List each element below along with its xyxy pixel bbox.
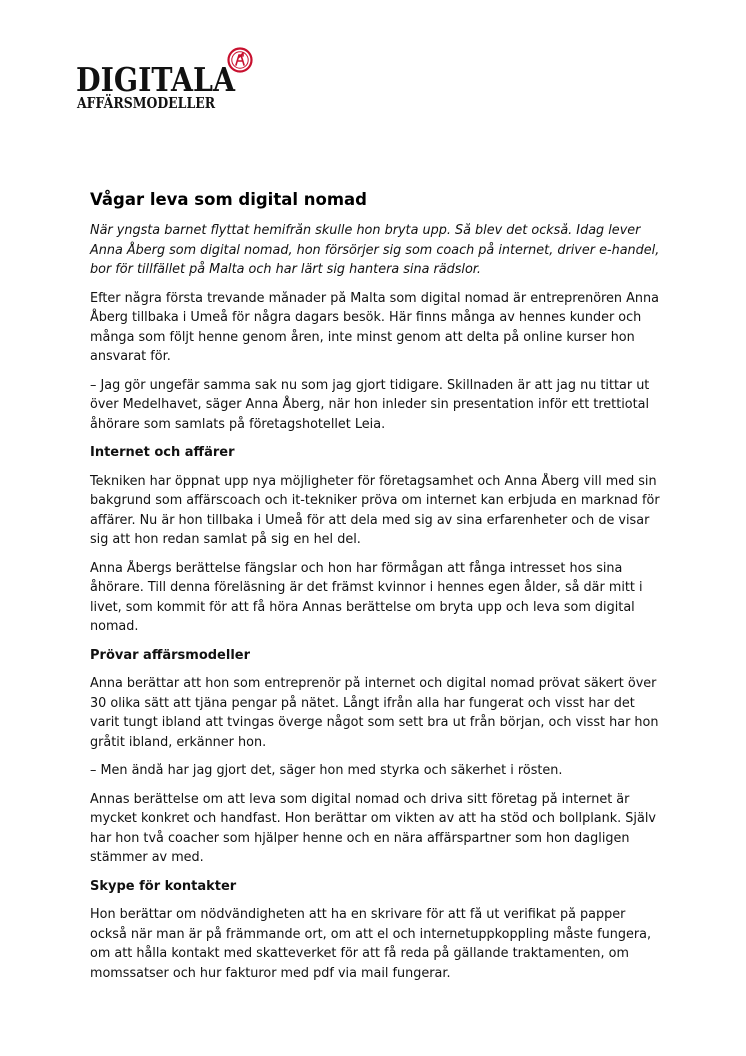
article-paragraph: Hon berättar om nödvändigheten att ha en skrivare för att få ut verifikat på papper också när man är på främmande ort, om att el och internetuppkoppling måste fungera, om att hålla kontakt med skatteverket för att få reda på gällande traktamenten, om momssatser och hur fakturor med pdf via mail fungerar. <box>90 907 652 981</box>
article <box>90 188 670 992</box>
article-paragraph: Tekniken har öppnat upp nya möjligheter för företagsamhet och Anna Åberg vill med sin bakgrund som affärscoach och it-tekniker pröva om internet kan erbjuda en marknad för affärer. Nu är hon tillbaka i Umeå för att dela med sig av sina erfarenheter och de visar sig att hon redan samlat på sig en hel del. <box>90 473 660 547</box>
article-paragraph: Anna berättar att hon som entreprenör på internet och digital nomad prövat säkert över 30 olika sätt att tjäna pengar på nätet. Långt ifrån alla har fungerat och visst har det varit tungt ibland att tvingas överge något som sett bra ut från början, och visst har hon gråtit ibland, erkänner hon. <box>90 676 659 750</box>
article-paragraph: Efter några första trevande månader på Malta som digital nomad är entreprenören Anna Åberg tillbaka i Umeå för några dagars besök. Här finns många av hennes kunder och många som följt henne genom åren, inte minst genom att delta på online kurser hon ansvarat för. <box>90 290 659 364</box>
brand-logo <box>76 46 266 118</box>
article-paragraph: – Men ändå har jag gjort det, säger hon med styrka och säkerhet i rösten. <box>90 763 563 778</box>
section-heading-internet-och-affarer: Internet och affärer <box>90 445 235 460</box>
article-headline: Vågar leva som digital nomad <box>90 190 367 209</box>
article-paragraph: Annas berättelse om att leva som digital nomad och driva sitt företag på internet är mycket konkret och handfast. Hon berättar om vikten av att ha stöd och bollplank. Själv har hon två coacher som hjälper henne och en nära affärspartner som hon dagligen stämmer av med. <box>90 791 656 865</box>
article-paragraph: Anna Åbergs berättelse fängslar och hon har förmågan att fånga intresset hos sina åhörare. Till denna föreläsning är det främst kvinnor i hennes egen ålder, så där mitt i livet, som kommit för att få höra Annas berättelse om bryta upp och leva som digital nomad. <box>90 560 643 634</box>
logo-subtitle: AFFÄRSMODELLER <box>77 95 216 112</box>
section-heading-skype-for-kontakter: Skype för kontakter <box>90 878 237 894</box>
article-paragraph: – Jag gör ungefär samma sak nu som jag gjort tidigare. Skillnaden är att jag nu tittar ut över Medelhavet, säger Anna Åberg, när hon inleder sin presentation inför ett trettiotal åhörare som samlats på företagshotellet Leia. <box>90 377 650 432</box>
logo-title: DIGITALA <box>76 60 235 99</box>
section-heading-provar-affarsmodeller: Prövar affärsmodeller <box>90 647 251 663</box>
article-lead: När yngsta barnet flyttat hemifrån skulle hon bryta upp. Så blev det också. Idag lever Anna Åberg som digital nomad, hon försörjer sig som coach på internet, driver e-handel, bor för tillfället på Malta och har lärt sig hantera sina rädslor. <box>90 223 660 277</box>
